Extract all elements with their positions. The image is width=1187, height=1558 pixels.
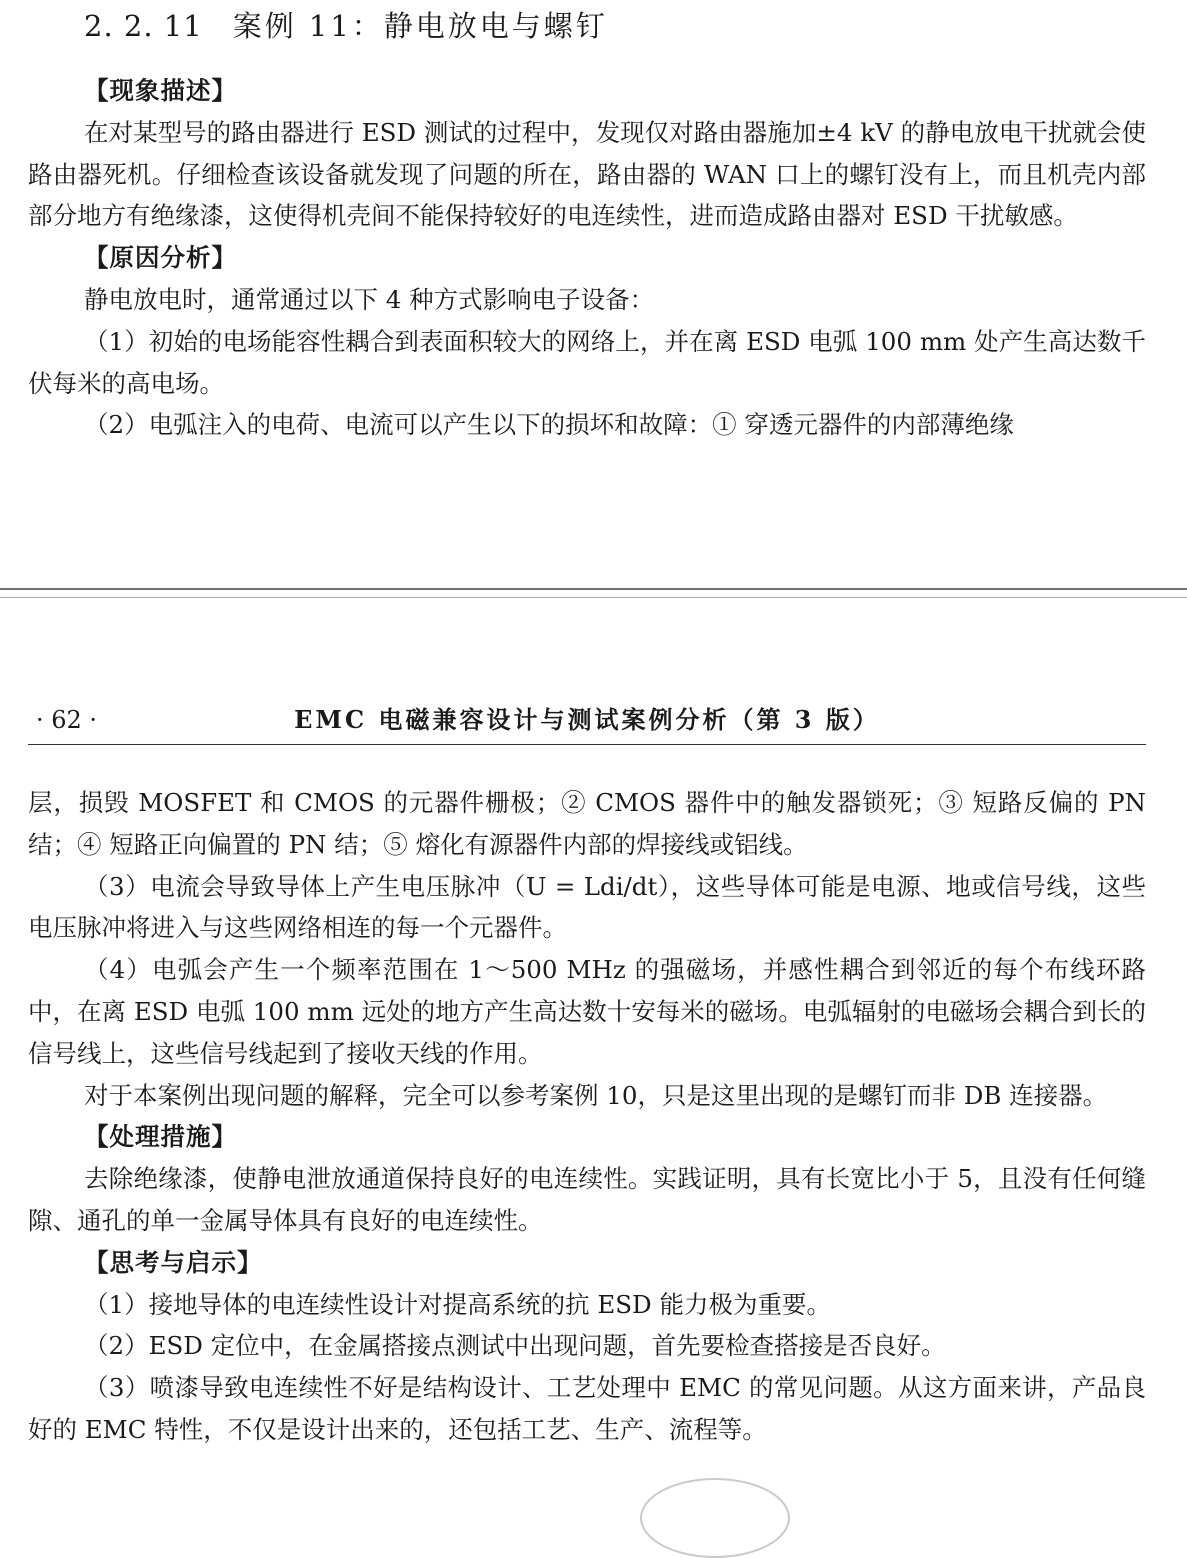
paragraph-cause-3: （3）电流会导致导体上产生电压脉冲（U = Ldi/dt），这些导体可能是电源、地或信号线，这些电压脉冲将进入与这些网络相连的每一个元器件。 <box>28 871 1146 943</box>
paragraph-phenomenon: 在对某型号的路由器进行 ESD 测试的过程中，发现仅对路由器施加±4 kV 的静电放电干扰就会使路由器死机。仔细检查该设备就发现了问题的所在，路由器的 WAN 口上的螺钉没有上，而且机壳内部部分地方有绝缘漆，这使得机壳间不能保持较好的电连续性，进而造成路由器对 ESD 干扰敏感。 <box>28 117 1146 231</box>
paragraph-measures: 去除绝缘漆，使静电泄放通道保持良好的电连续性。实践证明，具有长宽比小于 5，且没有任何缝隙、通孔的单一金属导体具有良好的电连续性。 <box>28 1164 1146 1235</box>
heading-measures: 【处理措施】 <box>84 1122 237 1152</box>
paragraph-explanation: 对于本案例出现问题的解释，完全可以参考案例 10，只是这里出现的是螺钉而非 DB 连接器。 <box>84 1080 1108 1110</box>
heading-cause-analysis: 【原因分析】 <box>84 243 237 273</box>
page-separator <box>0 588 1187 598</box>
paragraph-cause-1: （1）初始的电场能容性耦合到表面积较大的网络上，并在离 ESD 电弧 100 mm 处产生高达数千伏每米的高电场。 <box>28 326 1146 398</box>
top-page <box>0 0 1187 590</box>
paragraph-insight-3: （3）喷漆导致电连续性不好是结构设计、工艺处理中 EMC 的常见问题。从这方面来讲，产品良好的 EMC 特性，不仅是设计出来的，还包括工艺、生产、流程等。 <box>28 1373 1146 1444</box>
paragraph-cause-2: （2）电弧注入的电荷、电流可以产生以下的损坏和故障：① 穿透元器件的内部薄绝缘 <box>84 410 1014 440</box>
bottom-page <box>0 598 1187 1505</box>
heading-phenomenon: 【现象描述】 <box>84 76 237 105</box>
paragraph-cause-4: （4）电弧会产生一个频率范围在 1～500 MHz 的强磁场，并感性耦合到邻近的每个布线环路中，在离 ESD 电弧 100 mm 远处的地方产生高达数十安每米的磁场。电弧辐射的电磁场会耦合到长的信号线上，这些信号线起到了接收天线的作用。 <box>28 955 1146 1068</box>
paragraph-cause-intro: 静电放电时，通常通过以下 4 种方式影响电子设备： <box>84 284 655 314</box>
paragraph-insight-1: （1）接地导体的电连续性设计对提高系统的抗 ESD 能力极为重要。 <box>84 1289 831 1319</box>
paragraph-continuation: 层，损毁 MOSFET 和 CMOS 的元器件栅极；② CMOS 器件中的触发器锁死；③ 短路反偏的 PN 结；④ 短路正向偏置的 PN 结；⑤ 熔化有源器件内部的焊接线或铝线。 <box>28 788 1146 859</box>
paragraph-insight-2: （2）ESD 定位中，在金属搭接点测试中出现问题，首先要检查搭接是否良好。 <box>84 1331 946 1361</box>
top-page-content <box>28 70 1146 446</box>
running-header <box>28 696 1146 745</box>
watermark-stamp <box>640 1478 790 1558</box>
section-number: 2. 2. 11 <box>84 9 203 43</box>
heading-insights: 【思考与启示】 <box>84 1247 263 1277</box>
book-title: EMC 电磁兼容设计与测试案例分析（第 3 版） <box>294 705 880 734</box>
bottom-page-content <box>28 782 1146 1451</box>
page-number: · 62 · <box>36 706 98 734</box>
section-name: 案例 11：静电放电与螺钉 <box>232 9 608 43</box>
section-title <box>84 6 608 46</box>
